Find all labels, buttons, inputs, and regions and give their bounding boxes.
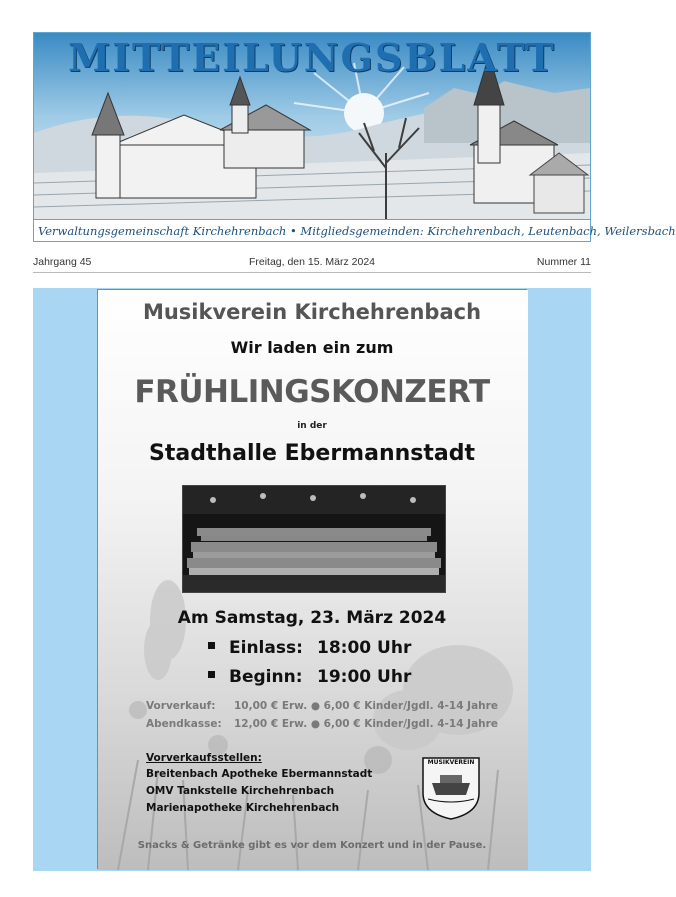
box-office-price-label: Abendkasse: xyxy=(146,718,222,730)
bullet-icon xyxy=(208,642,215,649)
concert-date: Am Samstag, 23. März 2024 xyxy=(177,608,447,628)
masthead-subtitle: Verwaltungsgemeinschaft Kirchehrenbach • Mitgliedsgemeinden: Kirchehrenbach, Leutenbach, Weilersbach xyxy=(34,219,590,241)
schedule-time: 18:00 Uhr xyxy=(317,638,412,658)
volume-label: Jahrgang 45 xyxy=(33,256,92,268)
schedule-label: Beginn: xyxy=(229,667,303,687)
event-title: FRÜHLINGSKONZERT xyxy=(134,374,490,410)
bullet-icon xyxy=(208,671,215,678)
masthead xyxy=(33,32,676,242)
organizer-name: Musikverein Kirchehrenbach xyxy=(142,300,482,324)
schedule-start xyxy=(208,667,411,687)
venue-name: Stadthalle Ebermannstadt xyxy=(148,441,475,466)
presale-price-value: 10,00 € Erw. ● 6,00 € Kinder/Jgdl. 4-14 Jahre xyxy=(234,700,498,712)
poster-footer: Snacks & Getränke gibt es vor dem Konzert und in der Pause. xyxy=(137,840,487,851)
issue-number: Nummer 11 xyxy=(536,256,591,268)
masthead-title: MITTEILUNGSBLATT xyxy=(68,35,556,80)
schedule-time: 19:00 Uhr xyxy=(317,667,412,687)
schedule-label: Einlass: xyxy=(229,638,303,658)
issue-date: Freitag, den 15. März 2024 xyxy=(248,256,376,268)
schedule-admission xyxy=(208,638,411,658)
invitation-line: Wir laden ein zum xyxy=(230,338,394,357)
presale-location: Marienapotheke Kirchehrenbach xyxy=(146,802,340,814)
content-panel xyxy=(33,288,591,871)
box-office-price-value: 12,00 € Erw. ● 6,00 € Kinder/Jgdl. 4-14 Jahre xyxy=(234,718,498,730)
presale-price-label: Vorverkauf: xyxy=(146,700,216,712)
concert-poster xyxy=(97,289,527,869)
orchestra-photo xyxy=(182,485,446,593)
presale-location: Breitenbach Apotheke Ebermannstadt xyxy=(146,768,373,780)
info-bar xyxy=(33,253,591,273)
presale-heading: Vorverkaufsstellen: xyxy=(146,752,262,764)
emblem-label: MUSIKVEREIN xyxy=(427,759,475,766)
presale-location: OMV Tankstelle Kirchehrenbach xyxy=(146,785,335,797)
in-der-label: in der xyxy=(297,421,327,431)
